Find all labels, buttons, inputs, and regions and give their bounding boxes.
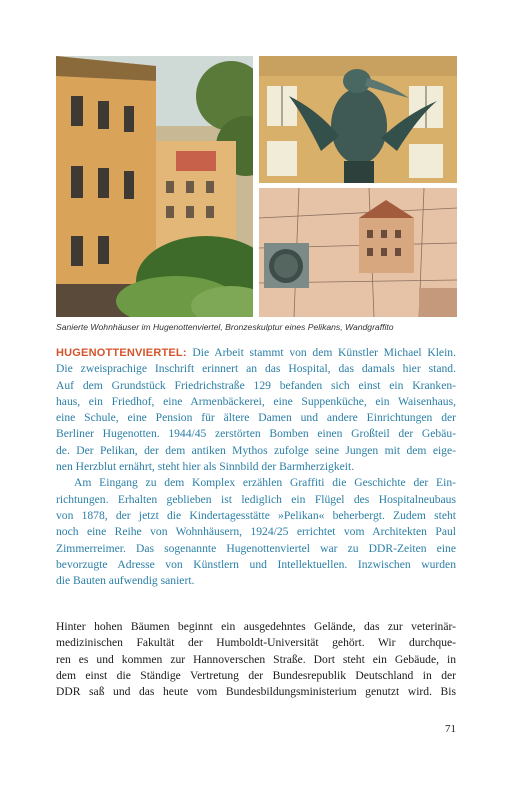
hugenottenviertel-infobox (56, 345, 456, 589)
infobox-line: Auf dem Grundstück Friedrichstraße 129 befanden sich einst ein Kranken- (56, 378, 456, 392)
body-line: ren es und kommen zur Hannoverschen Straße. Dort steht ein Gebäude, in (56, 652, 456, 666)
body-line: DDR saß und das heute vom Bundesbildungsministerium genutzt wird. Bis (56, 685, 456, 699)
infobox-line: de. Der Pelikan, der dem antiken Mythos zufolge seine Jungen mit dem eige- (56, 443, 456, 457)
infobox-line: Die zweisprachige Inschrift erinnert an das Hospital, das damals hier stand. (56, 362, 456, 376)
body-line: Hinter hohen Bäumen beginnt ein ausgedehntes Gelände, das zur veterinär- (56, 620, 456, 633)
infobox-line: bevorzugte Adresse von Künstlern und Intellektuellen. Inzwischen wurden (56, 557, 456, 571)
infobox-line: nen Herzblut ernährt, steht hier als Sinnbild der Barmherzigkeit. (56, 460, 355, 474)
infobox-line: richtungen. Erhalten geblieben ist lediglich ein Flügel des Hospitalneubaus (56, 492, 456, 506)
body-line: medizinischen Fakultät der Humboldt-Universität gehört. Wir durchque- (56, 636, 456, 650)
body-text (56, 619, 456, 700)
photo-caption: Sanierte Wohnhäuser im Hugenottenviertel, Bronzeskulptur eines Pelikans, Wandgraffito (56, 322, 394, 332)
body-line: dem einst die Ständige Vertretung der Bundesrepublik Deutschland in der (56, 668, 456, 682)
courtyard-photo (56, 56, 253, 317)
infobox-line: Zimmerreimer. Das sogenannte Hugenottenviertel war zu DDR-Zeiten eine (56, 541, 456, 555)
infobox-line: Am Eingang zu dem Komplex erzählen Graffiti die Geschichte der Ein- (74, 476, 456, 490)
infobox-line: eine Schule, eine Pension für ältere Damen und andere Einrichtungen der (56, 411, 456, 425)
page-number: 71 (445, 723, 456, 735)
infobox-line: HUGENOTTENVIERTEL: Die Arbeit stammt von dem Künstler Michael Klein. (56, 346, 456, 359)
infobox-line: von 1878, der jetzt die Kindertagesstätte »Pelikan« beherbergt. Zudem steht (56, 508, 456, 522)
infobox-line: noch eine Reihe von Wohnhäusern, 1924/25 errichtet vom Architekten Paul (56, 525, 456, 539)
infobox-line: die Bauten aufwendig saniert. (56, 574, 195, 588)
pelican-sculpture-photo (259, 56, 457, 183)
infobox-keyword: HUGENOTTENVIERTEL: (56, 347, 187, 359)
infobox-line: Berliner Hugenotten. 1944/45 zerstörten Bomben einen Großteil der Gebäu- (56, 427, 456, 441)
infobox-line: haus, ein Friedhof, eine Armenbäckerei, eine Suppenküche, ein Waisenhaus, (56, 394, 456, 408)
wall-graffito-photo (259, 188, 457, 317)
